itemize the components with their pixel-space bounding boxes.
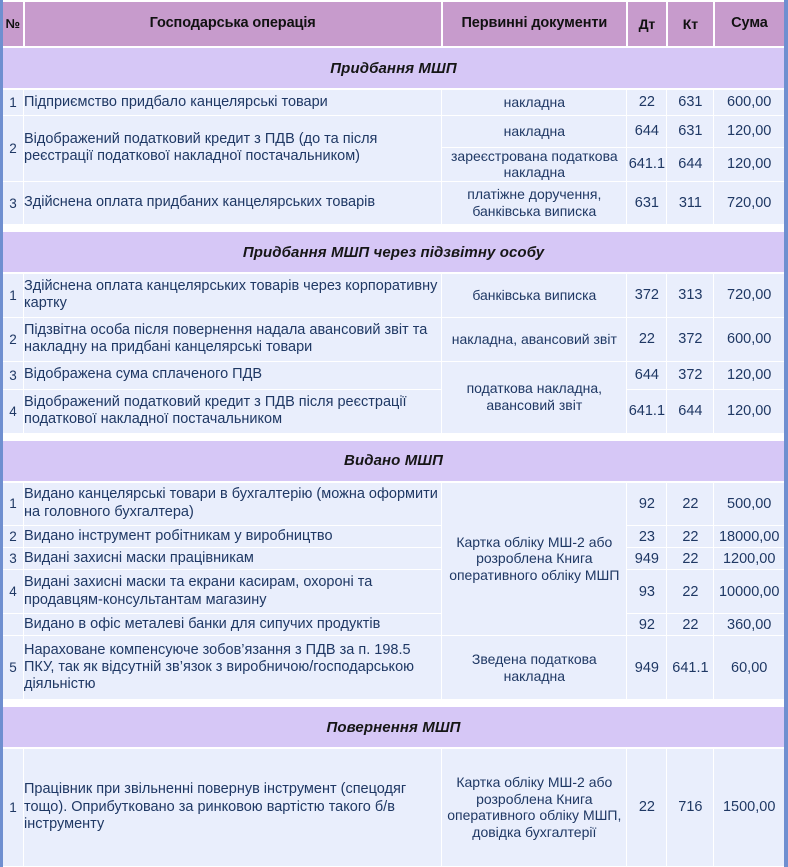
credit-account: 631 xyxy=(667,89,714,115)
debit-account: 644 xyxy=(627,115,667,147)
credit-account: 313 xyxy=(667,273,714,317)
debit-account: 92 xyxy=(627,614,667,636)
table-row xyxy=(2,182,787,225)
credit-account: 631 xyxy=(667,115,714,147)
debit-account: 92 xyxy=(627,482,667,526)
debit-account: 22 xyxy=(627,89,667,115)
section-title-row xyxy=(2,47,787,89)
table-row xyxy=(2,548,787,570)
table-row xyxy=(2,614,787,636)
operation-text: Відображена сума сплаченого ПДВ xyxy=(24,361,442,389)
column-header-credit: Кт xyxy=(667,1,714,47)
amount-value: 10000,00 xyxy=(714,570,786,614)
row-number: 2 xyxy=(2,317,24,361)
credit-account: 22 xyxy=(667,526,714,548)
debit-account: 949 xyxy=(627,548,667,570)
section-title-row xyxy=(2,706,787,748)
row-number: 1 xyxy=(2,748,24,866)
table-header xyxy=(2,1,787,47)
operation-text: Працівник при звільненні повернув інструмент (спецодяг тощо). Оприбутковано за ринковою вартістю такого б/в інструменту xyxy=(24,748,442,866)
operation-text: Відображений податковий кредит з ПДВ (до та після реєстрації податкової накладної постачальником) xyxy=(24,115,442,182)
column-header-operation: Господарська операція xyxy=(24,1,442,47)
section-title-row xyxy=(2,440,787,482)
amount-value: 120,00 xyxy=(714,361,786,389)
table-row xyxy=(2,317,787,361)
amount-value: 120,00 xyxy=(714,147,786,182)
document-text: накладна xyxy=(442,115,627,147)
operation-text: Видано в офіс металеві банки для сипучих продуктів xyxy=(24,614,442,636)
table-row xyxy=(2,526,787,548)
operation-text: Видані захисні маски та екрани касирам, охороні та продавцям-консультантам магазину xyxy=(24,570,442,614)
document-text: платіжне доручення, банківська виписка xyxy=(442,182,627,225)
credit-account: 641.1 xyxy=(667,636,714,700)
table-row xyxy=(2,89,787,115)
credit-account: 644 xyxy=(667,147,714,182)
amount-value: 600,00 xyxy=(714,89,786,115)
credit-account: 644 xyxy=(667,389,714,433)
column-header-amount: Сума xyxy=(714,1,786,47)
amount-value: 720,00 xyxy=(714,182,786,225)
debit-account: 93 xyxy=(627,570,667,614)
operation-text: Підзвітна особа після повернення надала авансовий звіт та накладну на придбані канцелярські товари xyxy=(24,317,442,361)
amount-value: 1500,00 xyxy=(714,748,786,866)
amount-value: 1200,00 xyxy=(714,548,786,570)
credit-account: 22 xyxy=(667,570,714,614)
amount-value: 720,00 xyxy=(714,273,786,317)
debit-account: 641.1 xyxy=(627,147,667,182)
debit-account: 631 xyxy=(627,182,667,225)
row-number: 3 xyxy=(2,548,24,570)
table-row xyxy=(2,273,787,317)
document-text: банківська виписка xyxy=(442,273,627,317)
credit-account: 22 xyxy=(667,614,714,636)
credit-account: 22 xyxy=(667,482,714,526)
table-row xyxy=(2,570,787,614)
amount-value: 18000,00 xyxy=(714,526,786,548)
amount-value: 120,00 xyxy=(714,389,786,433)
debit-account: 949 xyxy=(627,636,667,700)
table-body xyxy=(2,47,787,866)
debit-account: 644 xyxy=(627,361,667,389)
amount-value: 360,00 xyxy=(714,614,786,636)
document-text: Картка обліку МШ-2 або розроблена Книга оперативного обліку МШП xyxy=(442,482,627,636)
credit-account: 22 xyxy=(667,548,714,570)
row-number: 1 xyxy=(2,89,24,115)
amount-value: 120,00 xyxy=(714,115,786,147)
section-title: Повернення МШП xyxy=(2,706,787,748)
column-header-documents: Первинні документи xyxy=(442,1,627,47)
column-header-num: № xyxy=(2,1,24,47)
section-title-row xyxy=(2,231,787,273)
debit-account: 641.1 xyxy=(627,389,667,433)
document-text: зареєстрована податкова накладна xyxy=(442,147,627,182)
row-number: 1 xyxy=(2,482,24,526)
amount-value: 600,00 xyxy=(714,317,786,361)
row-number: 2 xyxy=(2,115,24,182)
document-text: податкова накладна, авансовий звіт xyxy=(442,361,627,433)
row-number: 2 xyxy=(2,526,24,548)
table-header-row xyxy=(2,1,787,47)
table-row xyxy=(2,389,787,433)
debit-account: 22 xyxy=(627,748,667,866)
table-row xyxy=(2,361,787,389)
operation-text: Видано канцелярські товари в бухгалтерію (можна оформити на головного бухгалтера) xyxy=(24,482,442,526)
document-text: накладна, авансовий звіт xyxy=(442,317,627,361)
debit-account: 22 xyxy=(627,317,667,361)
row-number: 3 xyxy=(2,361,24,389)
column-header-debit: Дт xyxy=(627,1,667,47)
operation-text: Нараховане компенсуюче зобов’язання з ПДВ за п. 198.5 ПКУ, так як відсутній зв’язок з виробничою/господарською діяльністю xyxy=(24,636,442,700)
operation-text: Підприємство придбало канцелярські товари xyxy=(24,89,442,115)
credit-account: 372 xyxy=(667,317,714,361)
table-row xyxy=(2,748,787,866)
row-number: 4 xyxy=(2,389,24,433)
amount-value: 500,00 xyxy=(714,482,786,526)
credit-account: 372 xyxy=(667,361,714,389)
row-number: 4 xyxy=(2,570,24,614)
row-number: 5 xyxy=(2,636,24,700)
credit-account: 716 xyxy=(667,748,714,866)
section-title: Придбання МШП через підзвітну особу xyxy=(2,231,787,273)
row-number: 3 xyxy=(2,182,24,225)
section-title: Видано МШП xyxy=(2,440,787,482)
debit-account: 372 xyxy=(627,273,667,317)
operation-text: Відображений податковий кредит з ПДВ після реєстрації податкової накладної постачальником xyxy=(24,389,442,433)
table-row xyxy=(2,482,787,526)
operation-text: Здійснена оплата придбаних канцелярських товарів xyxy=(24,182,442,225)
table-row xyxy=(2,636,787,700)
section-title: Придбання МШП xyxy=(2,47,787,89)
row-number xyxy=(2,614,24,636)
operation-text: Видано інструмент робітникам у виробництво xyxy=(24,526,442,548)
document-text: Зведена податкова накладна xyxy=(442,636,627,700)
debit-account: 23 xyxy=(627,526,667,548)
operation-text: Видані захисні маски працівникам xyxy=(24,548,442,570)
row-number: 1 xyxy=(2,273,24,317)
operation-text: Здійснена оплата канцелярських товарів через корпоративну картку xyxy=(24,273,442,317)
amount-value: 60,00 xyxy=(714,636,786,700)
document-text: Картка обліку МШ-2 або розроблена Книга оперативного обліку МШП, довідка бухгалтерії xyxy=(442,748,627,866)
credit-account: 311 xyxy=(667,182,714,225)
document-text: накладна xyxy=(442,89,627,115)
table-row xyxy=(2,115,787,147)
